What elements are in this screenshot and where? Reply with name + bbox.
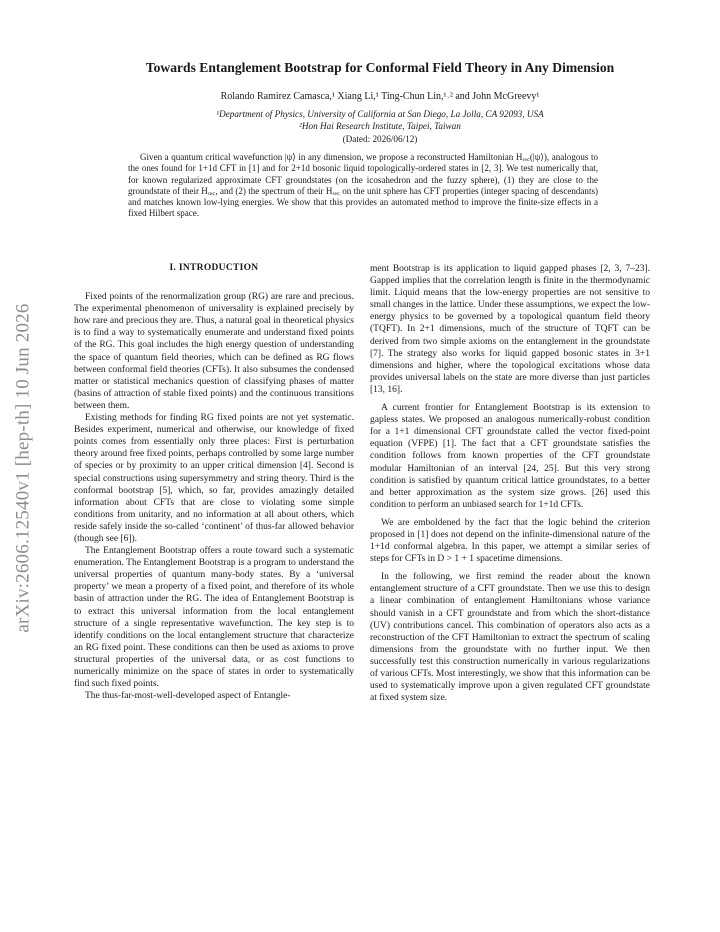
section-heading-introduction: I. INTRODUCTION: [169, 263, 259, 273]
right-column: [370, 263, 650, 704]
paragraph: Fixed points of the renormalization group (RG) are rare and precious. The experimental phenomenon of universality is explained precisely by how rare and precious they are. Thus, a natural goal in theoretical physics is to find a way to systematically enumerate and understand fixed points of the RG. This goal includes the high energy question of understanding the space of quantum field theories, which can be defined as RG flows between conformal field theories (CFTs). It also subsumes the condensed matter or statistical mechanics question of classifying phases of matter (basins of attraction of stable fixed points) and the continuous transitions between them.: [74, 292, 354, 411]
dated-line: (Dated: 2026/06/12): [342, 134, 418, 144]
paragraph: The Entanglement Bootstrap offers a route toward such a systematic enumeration. The Entanglement Bootstrap is a program to understand the universal properties of quantum many-body states. By a ‘universal property’ we mean a property of a fixed point, and therefore of its whole basin of attraction under the RG. The idea of Entanglement Bootstrap is to extract this universal information from the local entanglement structure of a single representative wavefunction. The key step is to identify conditions on the local entanglement structure that characterize an RG fixed point. These conditions can then be used as axioms to prove structural properties of the universal data, or as cost functions to numerically minimize on the space of states in order to systematically find such fixed points.: [74, 546, 354, 690]
affiliation-2: ²Hon Hai Research Institute, Taipei, Taiwan: [299, 121, 461, 131]
paragraph: Existing methods for finding RG fixed points are not yet systematic. Besides experiment, numerical and otherwise, our knowledge of fixed points comes from essentially only three places: First is perturbation theory around free fixed points, perhaps controlled by some large number of species or by proximity to an upper critical dimension [4]. Second is special constructions using supersymmetry and string theory. Third is the conformal bootstrap [5], which, so far, provides amazingly detailed information about CFTs that are close to violating some simple conditions from unitarity, and no information at all about others, which reside safely inside the so-called ‘continent’ of thus-far allowed behavior (though see [6]).: [74, 413, 354, 544]
paragraph: ment Bootstrap is its application to liquid gapped phases [2, 3, 7–23]. Gapped implies that the correlation length is finite in the thermodynamic limit. Liquid means that the low-energy properties are not sensitive to small changes in the lattice. Under these assumptions, we expect the low-energy physics to be governed by a topological quantum field theory (TQFT). In 2+1 dimensions, much of the structure of TQFT can be derived from two simple axioms on the entanglement in the groundstate [7]. The strategy also works for liquid gapped bosonic states in 3+1 dimensions and higher, where the topological excitations whose data provides universal labels on the state are more diverse than just particles [13, 16].: [370, 264, 650, 395]
paragraph: The thus-far-most-well-developed aspect of Entangle-: [85, 691, 291, 702]
affiliation-1: ¹Department of Physics, University of California at San Diego, La Jolla, CA 92093, USA: [216, 109, 544, 119]
left-column: [74, 262, 354, 702]
arxiv-identifier-text: arXiv:2606.12540v1 [hep-th] 10 Jun 2026: [13, 303, 34, 633]
author-list: Rolando Ramirez Camasca,¹ Xiang Li,¹ Ting-Chun Lin,¹˒² and John McGreevy¹: [220, 91, 540, 102]
arxiv-identifier-stamp: [12, 258, 36, 678]
paragraph: A current frontier for Entanglement Bootstrap is its extension to gapless states. We proposed an analogous numerically-robust condition for a 1+1 dimensional CFT groundstate called the vector fixed-point equation (VFPE) [1]. The fact that a CFT groundstate satisfies the condition follows from known properties of the CFT groundstate modular Hamiltonian of an interval [24, 25]. But this very strong condition is satisfied by quantum critical lattice groundstates, to a better and better approximation as the system size grows. [26] used this condition to perform an unbiased search for 1+1d CFTs.: [370, 403, 650, 510]
abstract: Given a quantum critical wavefunction |ψ⟩ in any dimension, we propose a reconstructed Hamiltonian Hᵣₑ꜀(|ψ⟩), analogous to the ones found for 1+1d CFT in [1] and for 2+1d bosonic liquid topologically-ordered states in [2, 3]. We test numerically that, for known regularized approximate CFT groundstates (on the icosahedron and the fuzzy sphere), (1) they are close to the groundstate of their Hᵣₑ꜀, and (2) the spectrum of their Hᵣₑ꜀ on the unit sphere has CFT properties (integer spacing of descendants) and matches known low-lying energies. We show that this provides an automated method to improve the finite-size effects in a fixed Hilbert space.: [128, 152, 598, 219]
paper-title: Towards Entanglement Bootstrap for Conformal Field Theory in Any Dimension: [145, 60, 615, 75]
paragraph: We are emboldened by the fact that the logic behind the criterion proposed in [1] does not depend on the infinite-dimensional nature of the 1+1d conformal algebra. In this paper, we attempt a similar series of steps for CFTs in D > 1 + 1 spacetime dimensions.: [370, 517, 650, 565]
paragraph: In the following, we first remind the reader about the known entanglement structure of a CFT groundstate. Then we use this to design a linear combination of entanglement Hamiltonians whose variance should vanish in a CFT groundstate and from which the short-distance (UV) contributions cancel. This combination of operators also acts as a reconstruction of the CFT Hamiltonian to extract the spectrum of scaling dimensions from the groundstate with no further input. We then successfully test this construction numerically in various regularizations of various CFTs. Most interestingly, we show that this information can be used to systematically improve upon a given regulated CFT groundstate at fixed system size.: [370, 572, 650, 704]
